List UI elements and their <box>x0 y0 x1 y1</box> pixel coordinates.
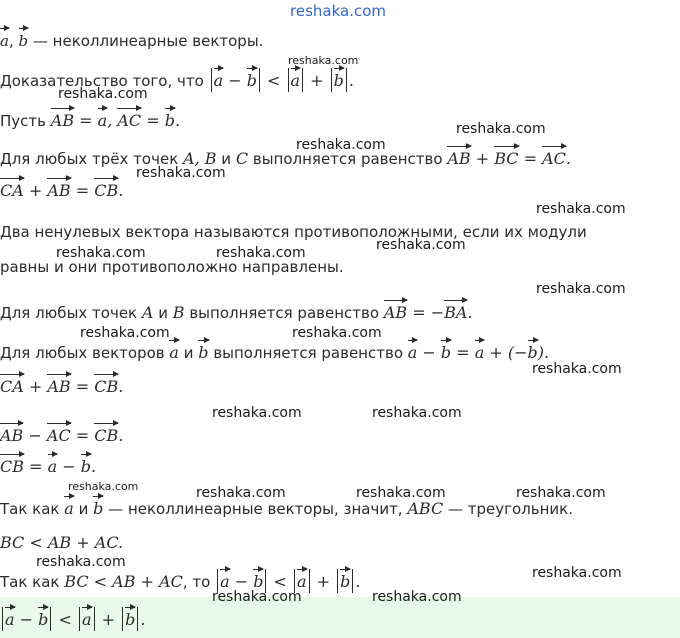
line-9: Для любых векторов a и b выполняется равенство a − b = a + (−b). <box>0 343 550 362</box>
watermark: reshaka.com <box>536 281 626 297</box>
text-proof-of: Доказательство того, что <box>0 72 204 90</box>
text-noncollinear-means: — неколлинеарные векторы, значит, <box>108 500 403 518</box>
text-and: и <box>158 304 168 322</box>
watermark: reshaka.com <box>516 485 606 501</box>
line-14: BC < AB + AC. <box>0 533 124 552</box>
watermark: reshaka.com <box>296 137 386 153</box>
text-then: , то <box>182 573 211 591</box>
line-13: Так как a и b — неколлинеарные векторы, значит, ABC — треугольник. <box>0 499 574 518</box>
watermark: reshaka.com <box>58 86 148 102</box>
line-6: Два ненулевых вектора называются противоположными, если их модули <box>0 223 587 241</box>
text-any-vectors: Для любых векторов <box>0 344 165 362</box>
watermark: reshaka.com <box>372 589 462 605</box>
text-equality-holds: выполняется равенство <box>252 150 443 168</box>
watermark: reshaka.com <box>292 325 382 341</box>
watermark: reshaka.com <box>456 121 546 137</box>
watermark: reshaka.com <box>532 565 622 581</box>
text-triangle: — треугольник. <box>448 500 574 518</box>
text-and: и <box>183 344 194 362</box>
text-any-three-points: Для любых трёх точек <box>0 150 179 168</box>
watermark: reshaka.com <box>536 201 626 217</box>
watermark: reshaka.com <box>356 485 446 501</box>
line-10: CA + AB = CB. <box>0 377 124 396</box>
line-8: Для любых точек A и B выполняется равенство AB = −BA. <box>0 303 473 322</box>
text-noncollinear: — неколлинеарные векторы. <box>32 32 264 50</box>
text-since: Так как <box>0 573 60 591</box>
watermark: reshaka.com <box>212 405 302 421</box>
watermark: reshaka.com <box>376 237 466 253</box>
watermark: reshaka.com <box>80 325 170 341</box>
watermark: reshaka.com <box>372 405 462 421</box>
watermark: reshaka.com <box>216 245 306 261</box>
text-any-points: Для любых точек <box>0 304 138 322</box>
answer-line: a − b < a + b . <box>0 607 145 631</box>
text-and: и <box>221 150 232 168</box>
text-equality-holds: выполняется равенство <box>189 304 380 322</box>
text-since: Так как <box>0 500 60 518</box>
line-3: Пусть AB = a, AC = b. <box>0 111 181 130</box>
line-11: AB − AC = CB. <box>0 426 124 445</box>
line-1: a, b — неколлинеарные векторы. <box>0 32 264 50</box>
line-4: Для любых трёх точек A, B и C выполняется равенство AB + BC = AC. <box>0 149 571 168</box>
watermark: reshaka.com <box>196 485 286 501</box>
line-2: Доказательство того, что a − b < a + b . <box>0 68 354 92</box>
line-7: равны и они противоположно направлены. <box>0 258 344 276</box>
watermark: reshaka.com <box>532 361 622 377</box>
text-let: Пусть <box>0 112 46 130</box>
line-15: Так как BC < AB + AC, то a − b < a + b . <box>0 569 361 593</box>
text-equality-holds: выполняется равенство <box>213 344 403 362</box>
line-12: CB = a − b. <box>0 457 97 476</box>
text-and: и <box>78 500 89 518</box>
watermark: reshaka.com <box>56 245 146 261</box>
watermark: reshaka.com <box>68 480 139 493</box>
watermark: reshaka.com <box>36 554 126 570</box>
site-watermark[interactable]: reshaka.com <box>290 2 386 20</box>
watermark: reshaka.com <box>288 54 359 67</box>
watermark: reshaka.com <box>136 165 226 181</box>
line-5: CA + AB = CB. <box>0 181 124 200</box>
watermark: reshaka.com <box>212 589 302 605</box>
